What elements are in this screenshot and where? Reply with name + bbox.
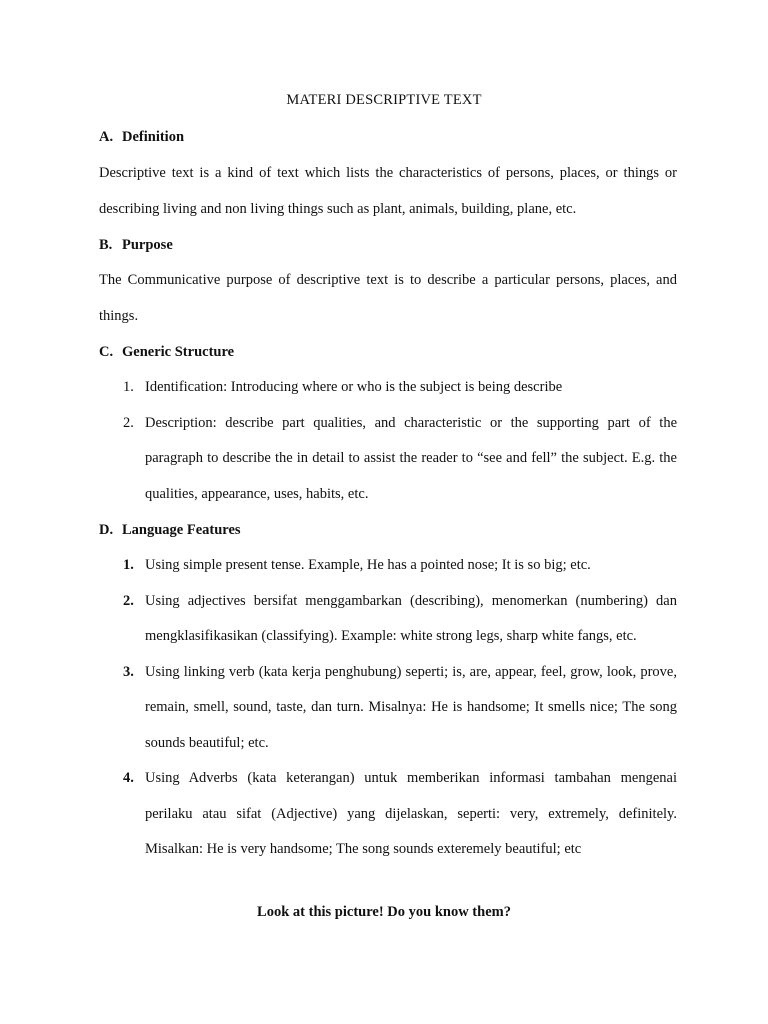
language-features-list [99,548,677,868]
list-item-number: 2. [123,592,134,609]
generic-structure-list [99,370,677,512]
list-item [99,655,677,762]
list-item-text: Identification: Introducing where or who is the subject is being describe [145,379,563,395]
list-item-text: Using linking verb (kata kerja penghubung) seperti; is, are, appear, feel, grow, look, prove, remain, smell, sound, taste, dan turn. Misalnya: He is handsome; It smells nice; The song sounds beautiful; etc. [145,663,677,751]
section-heading-text: Purpose [122,237,173,253]
section-heading-text: Definition [122,129,185,145]
definition-paragraph: Descriptive text is a kind of text which lists the characteristics of persons, places, or things or describing living and non living things such as plant, animals, building, plane, etc. [99,165,677,217]
list-item-text: Using adjectives bersifat menggambarkan (describing), menomerkan (numbering) dan mengklasifikasikan (classifying). Example: white strong legs, sharp white fangs, etc. [145,592,677,644]
section-letter: B. [99,237,113,253]
list-item [99,584,677,655]
list-item [99,406,677,513]
section-heading-text: Generic Structure [122,344,235,360]
section-heading-text: Language Features [122,522,241,538]
list-item [99,761,677,868]
section-heading-structure [99,344,234,361]
list-item-number: 3. [123,663,134,680]
section-letter: A. [99,129,114,145]
section-letter: D. [99,522,114,538]
page-title: MATERI DESCRIPTIVE TEXT [286,92,482,108]
section-heading-features [99,522,241,539]
list-item-number: 2. [123,414,134,431]
list-item-number: 1. [123,557,134,573]
section-heading-definition [99,129,184,146]
section-heading-purpose [99,237,173,254]
list-item-text: Using simple present tense. Example, He has a pointed nose; It is so big; etc. [145,557,591,573]
list-item-number: 1. [123,379,134,395]
list-item [99,548,677,584]
list-item-text: Using Adverbs (kata keterangan) untuk memberikan informasi tambahan mengenai perilaku atau sifat (Adjective) yang dijelaskan, seperti: very, extremely, definitely. Misalkan: He is very handsome; The song sounds exteremely beautiful; etc [145,770,677,857]
list-item-text: Description: describe part qualities, and characteristic or the supporting part of the paragraph to describe the in detail to assist the reader to “see and fell” the subject. E.g. the qualities, appearance, uses, habits, etc. [145,414,677,502]
list-item-number: 4. [123,770,134,786]
purpose-paragraph: The Communicative purpose of descriptive text is to describe a particular persons, places, and things. [99,272,677,324]
list-item [99,370,677,406]
section-letter: C. [99,344,114,360]
closing-prompt: Look at this picture! Do you know them? [257,904,511,920]
